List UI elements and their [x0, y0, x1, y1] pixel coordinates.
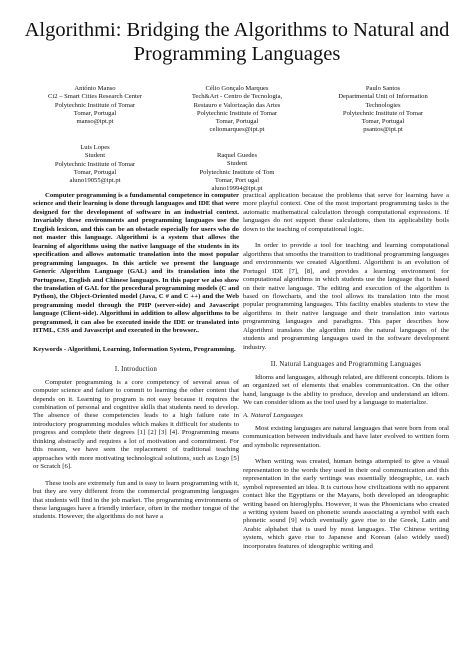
- author-affiliation-line: Restauro e Valorização das Artes: [193, 101, 281, 109]
- author-affiliation-line: Departmental Unit of Information: [338, 93, 428, 101]
- author-affiliation-line: Tomar, Portugal: [73, 168, 117, 176]
- author-affiliation-line: Polytechnic Institute of Tomar: [54, 101, 136, 109]
- author-3: [327, 85, 439, 135]
- author-4: [40, 144, 150, 185]
- author-email: celiomarques@ipt.pt: [209, 126, 265, 134]
- author-affiliation-line: Technologies: [365, 101, 401, 109]
- paragraph: These tools are extremely fun and is easy to learn programming with it, but they are very different from the commercial programming languages that students will find in the job market. The programming environments of these languages have a friendly interface, often in the mother tongue of the students. However, the algorithms do not have a: [33, 479, 239, 521]
- author-name: António Manso: [74, 85, 116, 92]
- author-affiliation-line: Student: [84, 152, 106, 160]
- section-heading-natural-languages: II. Natural Languages and Programming Languages: [270, 361, 422, 369]
- author-name: Raquel Guedes: [216, 152, 258, 159]
- author-affiliation-line: Tomar, Portugal: [361, 118, 405, 126]
- paragraph: Computer programming is a core competency of several areas of computer science and failure to commit to learning the other content that depends on it. Learning to program is not easy because it requires the combination of personal and cognitive skills that students need to develop. The absence of these competencies leads to a high failure rate in introductory programming modules which makes it difficult for students to progress and complete their degrees [1] [2] [3] [4]. Programming means thinking abstractly and requires a lot of motivation and commitment. For this reason, we have seen the replacement of traditional teaching approaches with more motivating technological solutions, such as Logo [5] or Scratch [6].: [33, 378, 239, 471]
- author-block: [0, 85, 474, 193]
- keywords-line: Keywords - Algorithmi, Learning, Information System, Programming.: [33, 345, 236, 353]
- author-name: Paulo Santos: [365, 85, 401, 92]
- right-column: [243, 192, 449, 662]
- author-email: manso@ipt.pt: [76, 118, 114, 126]
- author-email: aluno19994@ipt.pt: [211, 185, 263, 193]
- left-column: [33, 192, 239, 662]
- author-2: [180, 85, 294, 135]
- subsection-heading: A. Natural Languages: [243, 412, 303, 420]
- paragraph: In order to provide a tool for teaching and learning computational algorithms that smooths the transition to traditional programming languages and environments we created Algorithmi. Algorithmi is an evolution of Portugol IDE [7], [8], and provides a learning environment for computational algorithms in which students use the language that is based on their native language. The editing and execution of the algorithm is based on flowcharts, and the tool allows its translation into the most popular programming languages. This facility enables students to view the algorithms in their native language and their translation into various programming languages and paradigms. This paper describes how Algorithmi translates the algorithm into the natural languages of the students and programming languages used in the software development industry.: [243, 242, 449, 351]
- author-affiliation-line: Polytechnic Institute of Tomar: [54, 160, 136, 168]
- section-heading-introduction: I. Introduction: [114, 366, 158, 374]
- author-affiliation-line: Polytechnic Institute of Tomar: [342, 109, 424, 117]
- author-affiliation-line: Tomar, Port ugal: [214, 176, 260, 184]
- author-email: aluno19055@ipt.pt: [69, 177, 121, 185]
- paragraph: Most existing languages are natural languages that were born from oral communication between individuals and have later evolved to written form and symbolic representation.: [243, 424, 449, 449]
- paper-title: Algorithmi: Bridging the Algorithms to Natural and Programming Languages: [24, 19, 450, 65]
- author-1: [40, 85, 150, 126]
- abstract-text: Computer programming is a fundamental competence in computer science and their learning is done through languages and IDE that were designed for the development of software in an industrial context. Invariably these environments and programming languages use the English lexicon, and this can be an obstacle especially for users who do not master this language. Algorithmi is a system that allows the learning of algorithms using the native language of the students in its specification and allows automatic translation into the most popular programming languages. In this article we present the language Generic Algorithm Language (GAL) and its translation into the Portuguese, English and Chinese languages. In this paper we also show the translation of GAL for the procedural programming models (C and Python), the Object-Oriented model (Java, C # and C ++) and the Web programming model through the PHP (server-side) and Javascript language (Client-side). Algorithmi in addition to allow algorithms to be programmed, it can also be executed inside the IDE or translated into HTML, CSS and Javascript and executed in the browser..: [33, 192, 239, 335]
- author-affiliation-line: Tomar, Portugal: [215, 118, 259, 126]
- paragraph: Idioms and languages, although related, are different concepts. Idiom is an organized set of elements that enables communication. On the other hand, language is the ability to produce, develop and understand an idiom. We can consider idiom as the tool used by a language to materialize.: [243, 373, 449, 406]
- author-affiliation-line: Ci2 – Smart Cities Research Center: [48, 93, 142, 101]
- author-5: [180, 152, 294, 193]
- author-name: Célio Gonçalo Marques: [205, 85, 269, 92]
- paragraph: When writing was created, human beings attempted to give a visual representation to the words they used in their oral communication and this representation in the early writings was essentially ideographic, i.e. each symbol represented an idea. It is curious how civilizations with no apparent contact like the Egyptians or the Mayans, both developed an ideographic writing based on hieroglyphs. However, it was the Phoenicians who created a writing system based on phonetic sounds associating a symbol with each phonetic sound [9] which eventually gave rise to the Greek, Latin and Arabic alphabet that is used by most languages. The Chinese writing system, which gave rise to Japanese and Korean (also widely used) incorporates features of ideographic writing and: [243, 458, 449, 550]
- author-affiliation-line: Tech&Art - Centro de Tecnologia,: [191, 93, 283, 101]
- author-affiliation-line: Tomar, Portugal: [73, 109, 117, 117]
- author-affiliation-line: Polytechnic Institute of Tom: [199, 168, 275, 176]
- author-affiliation-line: Student: [226, 160, 248, 168]
- paragraph: practical application because the problems that serve for learning have a more playful context. One of the most important programming tasks is the automatic mathematical calculation through computational expressions. If languages do not support these calculations, then its applicability boils down to the teaching of computational logic.: [243, 192, 449, 233]
- author-affiliation-line: Polytechnic Institute of Tomar: [196, 109, 278, 117]
- author-name: Luis Lopes: [80, 144, 110, 151]
- author-email: psantos@ipt.pt: [363, 126, 403, 134]
